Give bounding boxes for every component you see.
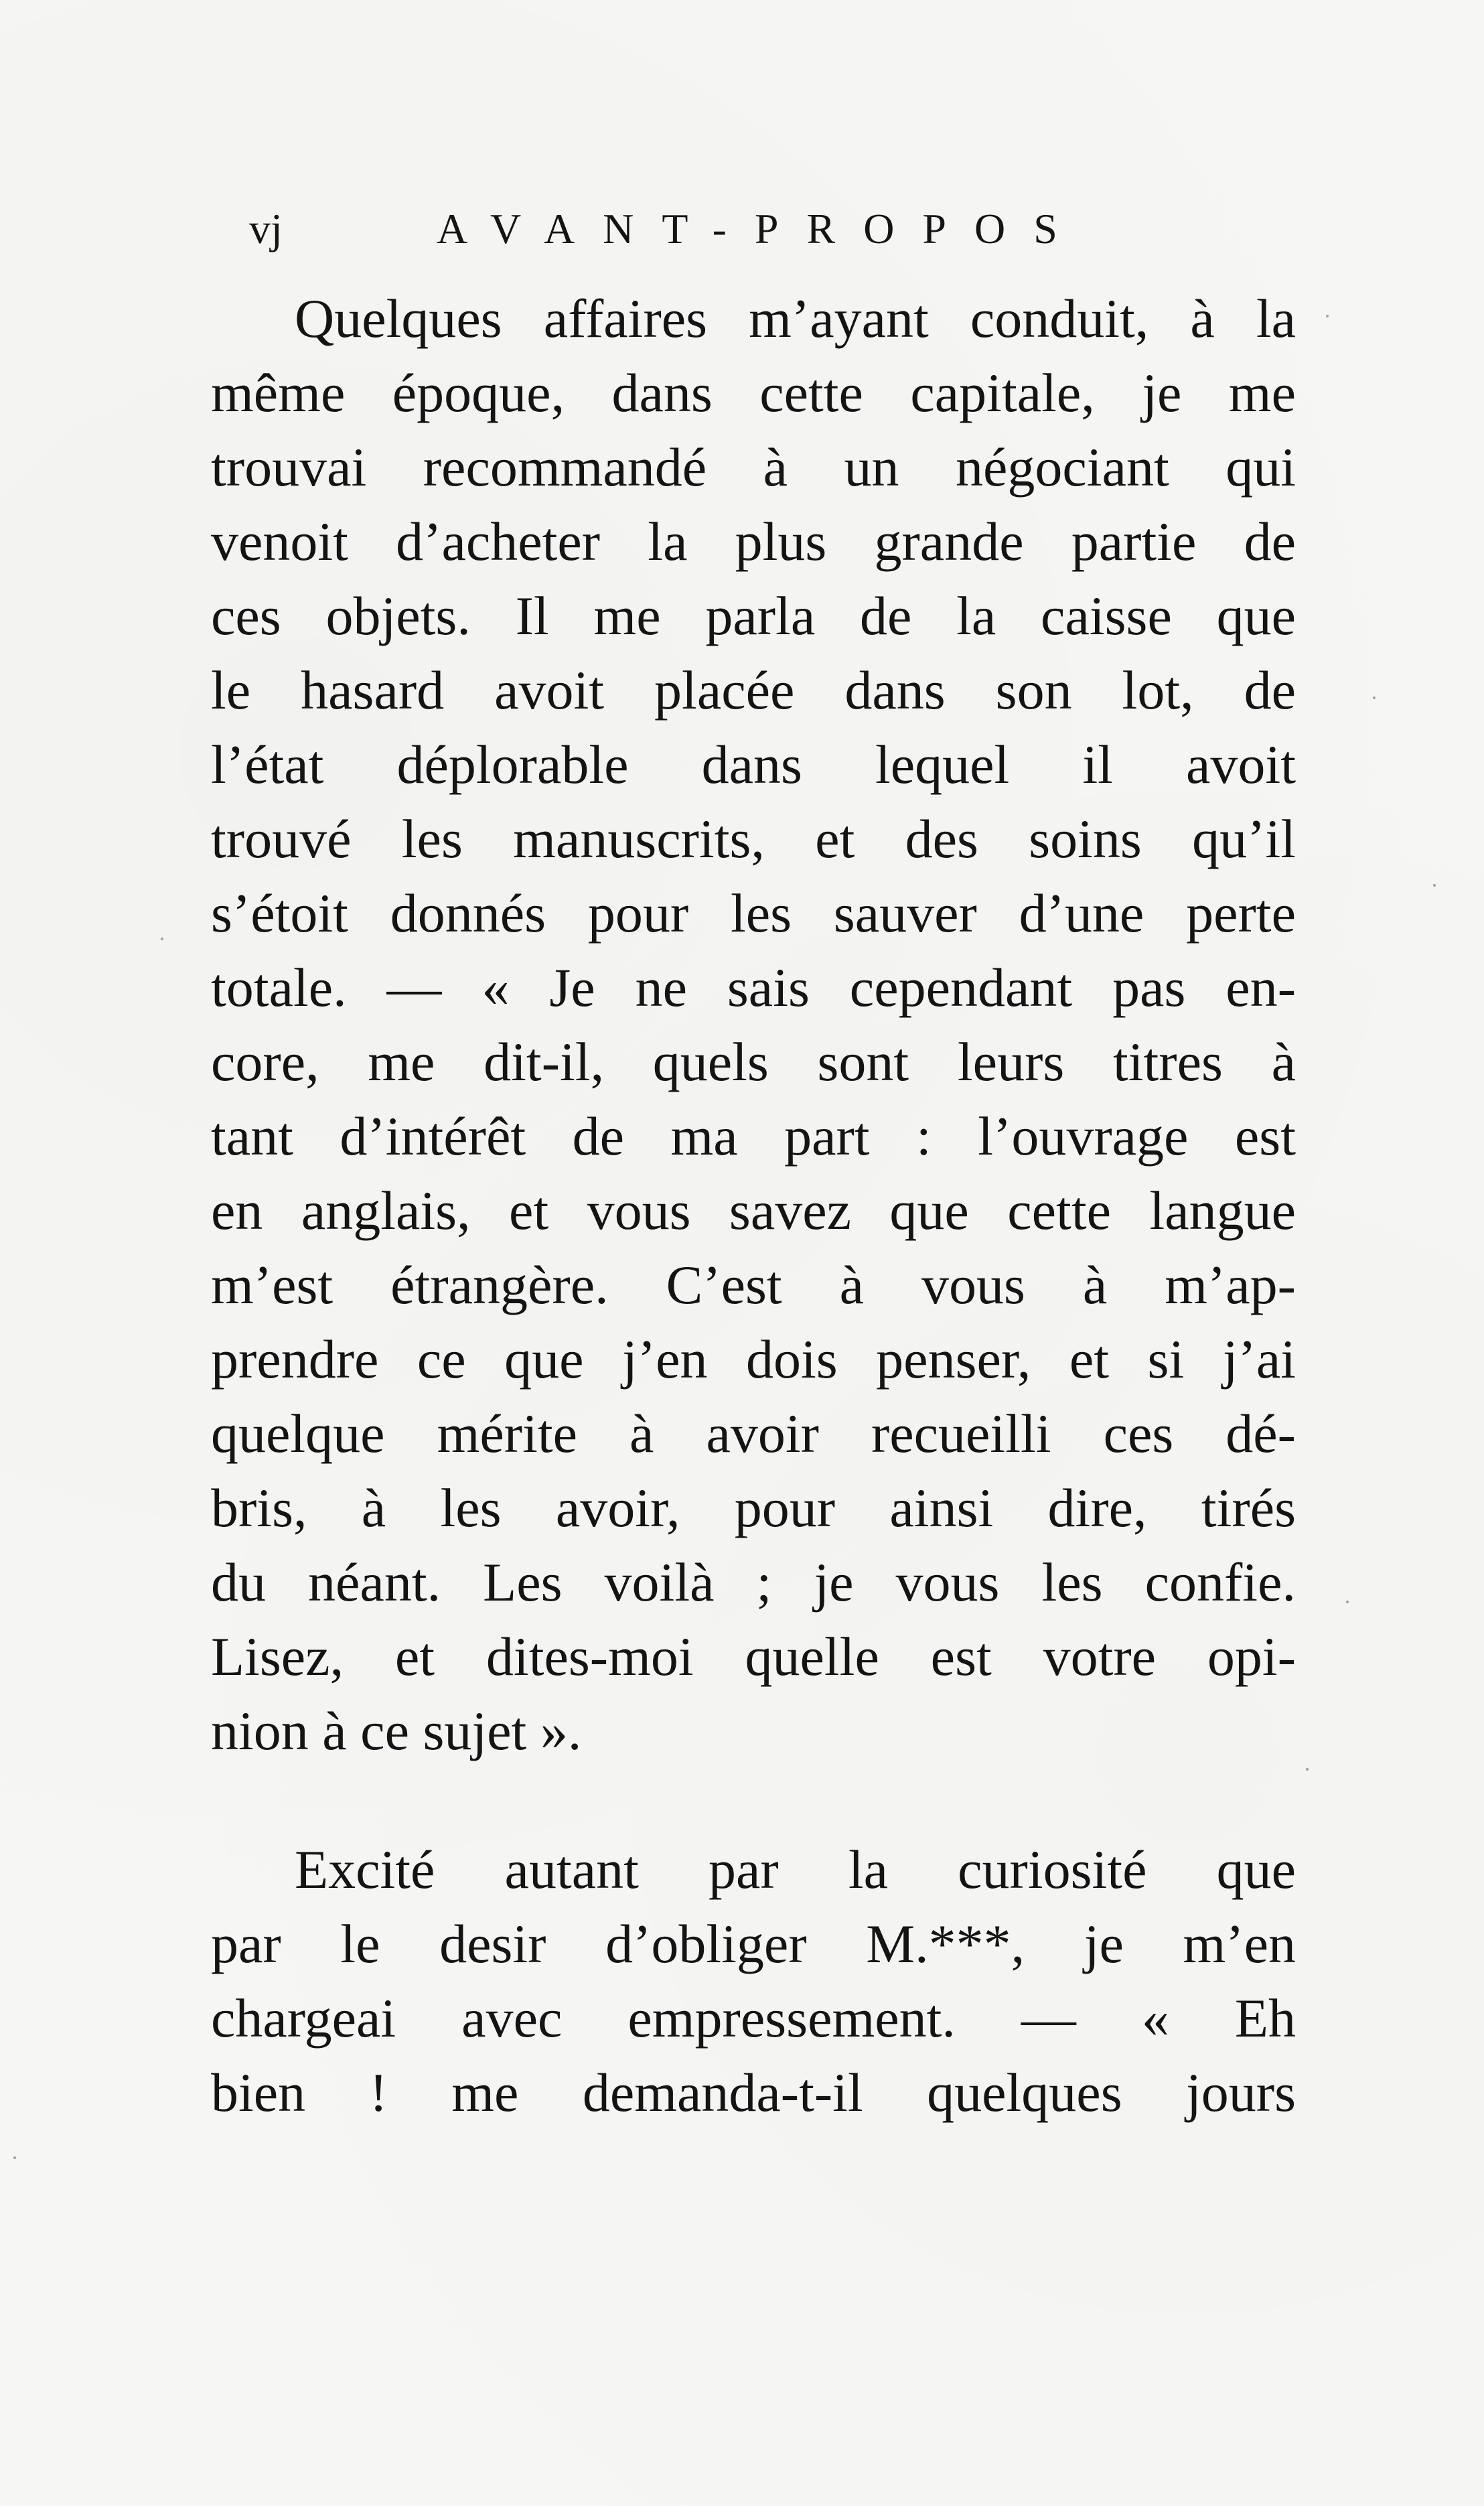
text-line: quelque mérite à avoir recueilli ces dé- <box>211 1403 1296 1464</box>
text-line: Quelques affaires m’ayant conduit, à la <box>295 288 1296 349</box>
paper-speck <box>1433 884 1436 887</box>
text-line: prendre ce que j’en dois penser, et si j’ai <box>211 1329 1296 1390</box>
text-line: s’étoit donnés pour les sauver d’une perte <box>211 883 1296 944</box>
paper-speck <box>1346 1601 1349 1603</box>
text-line: core, me dit-il, quels sont leurs titres à <box>211 1031 1296 1092</box>
paragraph-spacer <box>211 1768 1296 1832</box>
paragraph-2 <box>211 1832 1296 2130</box>
paper-speck <box>161 938 163 940</box>
text-line: trouvé les manuscrits, et des soins qu’il <box>211 808 1296 869</box>
paper-speck <box>1326 315 1329 317</box>
paper-speck <box>1306 1768 1309 1771</box>
text-line: en anglais, et vous savez que cette langue <box>211 1180 1296 1241</box>
text-line: du néant. Les voilà ; je vous les confie. <box>211 1552 1296 1613</box>
text-line: même époque, dans cette capitale, je me <box>211 362 1296 423</box>
text-line: chargeai avec empressement. — « Eh <box>211 1988 1296 2049</box>
text-line: le hasard avoit placée dans son lot, de <box>211 660 1296 721</box>
paper-speck <box>1373 696 1376 699</box>
running-head <box>249 204 1133 265</box>
text-line: Excité autant par la curiosité que <box>295 1839 1296 1900</box>
page-number: vj <box>249 205 283 252</box>
text-line: totale. — « Je ne sais cependant pas en- <box>211 957 1296 1018</box>
text-line: par le desir d’obliger M.***, je m’en <box>211 1913 1296 1974</box>
text-line: nion à ce sujet ». <box>211 1700 582 1761</box>
text-line: ces objets. Il me parla de la caisse que <box>211 585 1296 646</box>
text-line: Lisez, et dites-moi quelle est votre opi- <box>211 1626 1296 1687</box>
text-line: m’est étrangère. C’est à vous à m’ap- <box>211 1254 1296 1315</box>
running-head-title: AVANT-PROPOS <box>437 205 1086 252</box>
body-text <box>211 281 1296 2130</box>
text-line: l’état déplorable dans lequel il avoit <box>211 734 1296 795</box>
text-line: tant d’intérêt de ma part : l’ouvrage est <box>211 1106 1296 1167</box>
text-line: bris, à les avoir, pour ainsi dire, tirés <box>211 1477 1296 1538</box>
paper-speck <box>13 2156 16 2159</box>
paragraph-1 <box>211 281 1296 1768</box>
text-line: trouvai recommandé à un négociant qui <box>211 437 1296 498</box>
text-line: venoit d’acheter la plus grande partie de <box>211 511 1296 572</box>
text-line: bien ! me demanda-t-il quelques jours <box>211 2062 1296 2123</box>
